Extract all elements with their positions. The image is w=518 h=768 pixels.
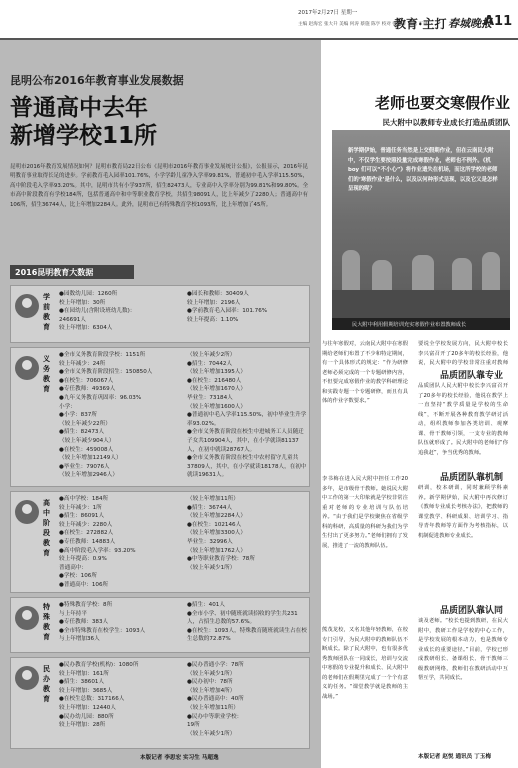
right-col-a-para3: 熊茂龙校，又名其他年轻教师，在校专门引导，为民大附中的教师队伍不断成长。除了民大附中，也有很多优秀教师团队在一同成长，培训与交流中寒假的专业提升和成长、民大附中的老师们在假期里完成了一个个有意义的任务。“课堂教学就是教师的主战场。” xyxy=(322,627,408,700)
block-stats-col1: ●园数幼儿园：1260所 校上年增加：30所 ●在园幼儿(含附设班幼儿数)： 246691人 较上年增加：6304人 xyxy=(59,291,136,332)
child-avatar-icon xyxy=(15,294,39,318)
page-header xyxy=(0,0,518,40)
block-stats-col1: ●全市义务教育阶段学校：1151所 较上年减少：24所 ●全市义务教育阶段招生：150850人 ●在校生：706067人 ●专任教师：49369人 ●九年义务教育巩固率：96.03% 小学： ●小学：837所 （较上年减少22所） ●招生：82473人 （较上年减少904人） ●在校生：459008人 （较上年增加12149人） ●毕业生：79076人 （较上年增加2946人） xyxy=(59,352,153,479)
page-number: A11 xyxy=(484,14,513,29)
block-stats-col2: （较上年减少2所） ●招生：70442人 （较上年增加1395人） ●在校生：216480人 （较上年增加1670人） 毕业生：73184人 （较上年增加1600人） ●普通初中毛入学率115.50%，初中毕业生升学率93.02%。 ●全市义务教育阶段在校生中进城务工人员随迁子女共109904人，其中，在小学就读81137人，在初中就读28767人。 ●全市义务教育阶段在校生中农村留守儿童共37809人，其中，在小学就读18178人，在初中就读19631人。 xyxy=(187,352,307,479)
right-col-b-para1: 要说全学校发展方向，民大附中校长李兴富召开了20多年的校长经验，他说，民大附中的学校非常注重对教师 xyxy=(418,341,508,366)
right-title: 老师也要交寒假作业 xyxy=(374,94,510,112)
student-avatar-icon xyxy=(15,356,39,380)
block-stats-col1: ●高中学校：184所 较上年减少：1所 ●招生：86091人 较上年减少：2280人 ●在校生：272882人 ●专任教师：14883人 ●高中阶段毛入学率：93.20% 较上年提高：0.9% 普通高中： ●学校：106所 ●普通高中：106所 xyxy=(59,496,136,588)
left-intro-text: 昆明市2016年教育发展情况如何？昆明市教育局22日公布《昆明市2016年教育事业发展统计公报》，公报显示，2016年昆明教育事业取得长足的进步。学前教育毛入园率101.76%，小学学龄儿童净入学率99.81%，普通初中毛入学率115.50%，高中阶段毛入学率93.20%。其中，昆明市共有小学937所，招生82473人，专业高中入学率分别为99.81%和99.80%。全市高中阶段教育有学校184所，包括普通高中和中等职业教育学校，共招生98091人，比上年减少了2280人；普通高中有106所，招生36744人，比上年增加2284人。此外，昆明市已有特殊教育学校1093所，比上年增加了45所。 xyxy=(10,164,308,208)
right-col-a-para1: 与往年寒假对，云南民大附中在寒假期给老师们布置了不少和特定期间，有一个具体形式的规定：“作为研修老师必须完成的一个专题研修内容，不但要完成寒假作业的教学科研理论和实践专题一个专题研修，而且有具体的作业字数要求。” xyxy=(322,341,408,404)
photo-figure xyxy=(452,258,472,290)
block-category: 民办教育 xyxy=(43,665,50,703)
subhead-professional: 品质团队靠专业 xyxy=(440,371,504,381)
stats-block-special xyxy=(10,597,310,653)
student-avatar-icon xyxy=(15,666,39,690)
right-col-b-para2: 品质团队人民大附中校长李兴富召开了20多年的校长经验，他说在教学上一直坚持“教学质量是学校的生命线”，不断开展各种教育教学研讨活动，组织教师参加各类培训、观摩课、骨干教师引领，一支专业的教师队伍就形成了。民大附中的老师们“你追我赶”，争当优秀的教师。 xyxy=(418,383,508,456)
editors-line: 主编 赵海宏 张大升 美编 何涛 蔡施 陈亨 校对 张丽萍 邓鹏 丁越 xyxy=(298,22,428,27)
dateline: 2017年2月27日 星期一 xyxy=(298,10,358,16)
right-headline xyxy=(332,92,510,128)
student-avatar-icon xyxy=(15,606,39,630)
photo-figure xyxy=(342,250,360,290)
left-subtitle: 昆明公布2016年教育事业发展数据 xyxy=(10,74,184,87)
data-section-bar: 2016昆明教育大数据 xyxy=(10,265,134,279)
stats-block-preschool xyxy=(10,285,310,343)
stats-block-compulsory xyxy=(10,347,310,487)
subhead-identity: 品质团队靠认同 xyxy=(440,606,504,616)
photo-figure xyxy=(372,260,392,290)
right-subtitle: 民大附中以教师专业成长打造品质团队 xyxy=(382,118,510,127)
left-title-line2: 新增学校11所 xyxy=(10,123,158,149)
left-credits: 本版记者 李思宏 实习生 马超逸 xyxy=(140,755,219,761)
section-name: 教育·主打 xyxy=(394,17,447,31)
block-category: 高中阶段教育 xyxy=(43,499,50,557)
subhead-mechanism: 品质团队靠机制 xyxy=(440,473,504,483)
right-intro-text: 新学期伊始，普通任务当然是上交假期作业，但在云南民大附中，不仅学生要按照投量完成寒假作业，老师也不例外。《机 boy 们可以“不小心”》将作业遗失在机场，而这所学校的老师们的‘寒假作业’是什么，以及以何种形式呈现，以及它又是怎样呈现的呢？ xyxy=(348,148,498,193)
student-avatar-icon xyxy=(15,500,39,524)
block-category: 特殊教育 xyxy=(43,603,50,641)
block-stats-col2: ●民办普通小学：78所 （较上年减少1所） ●民办初中：78所 （较上年增加4所） ●民办普通高中：40所 （较上年增加11所） ●民办中等职业学校： 19所 （较上年减少1所） xyxy=(187,662,244,737)
block-stats-col1: ●特殊教育学校：8所 与上年持平 ●专任教师：383人 ●全市特殊教育在校学生：1093人 与上年增加36人 xyxy=(59,602,146,643)
right-col-b-para4: 谈及老师。“校长也提到教研，在民大附中，教研工作是学校的中心工作，是学校发展的根本动力，也是教师专业成长的重要途径。”目前，学校已形成教研组长、备课组长、骨干教师三级教研网络，教师们在教研活动中互帮互学，共同成长。 xyxy=(418,618,508,681)
stats-block-highschool xyxy=(10,491,310,593)
block-stats-col2: ●招生：401人 ●全市小学、初中随班就读招收的学生共231人，占招生总数的57.6%。 ●在校生：1093人，特殊教育随班就读生占在校生总数的72.87% xyxy=(187,602,307,643)
left-title-line1: 普通高中去年 xyxy=(10,95,148,121)
newspaper-logo: 春城晚报 xyxy=(448,17,492,30)
right-credits: 本版记者 赵悦 通讯员 丁玉梅 xyxy=(418,754,491,760)
block-stats-col2: ●园长和教师：30409人 较上年增加：2196人 ●学前教育毛入园率：101.76% 较上年提高：1.10% xyxy=(187,291,268,323)
block-category: 学前教育 xyxy=(43,293,50,331)
stats-block-private xyxy=(10,657,310,749)
photo-caption: 民大附中利用假期培训充实寒假作业布置教师成长 xyxy=(332,318,510,330)
block-category: 义务教育 xyxy=(43,355,50,393)
right-col-b-para3: 研训，校本研训，同时兼顾学科素养。新学期伊始，民大附中再次修订《教师专业成长考核办法》，把教师的课堂教学、科研成果、培训学习、指导青年教师等方面作为考核指标，以机制促进教师专业成长。 xyxy=(418,485,508,539)
block-stats-col1: ●民办教育学校(机构)：1080所 较上年增加：161所 ●招生：38601人 较上年增加：3685人 ●在校生总数：317166人 较上年增加：12440人 ●民办幼儿园：880所 较上年增加：28所 xyxy=(59,662,139,729)
right-col-a-para2: 李书梅在进入民大附中担任工作20多年，是市级骨干教师。她说民大附中工作的第一大印象就是学校非常注重对老师的专业培训与队伍培养。“由于我们是学校聚焦在省级学科的科研，高质量的科研为我们为学生付出了更多努力。”老师们拥有了发展，推进了一流的教师队伍。 xyxy=(322,476,408,549)
left-headline xyxy=(10,72,310,150)
photo-figure xyxy=(412,255,434,290)
photo-figure xyxy=(482,252,500,290)
block-stats-col2: （较上年增加11所） ●招生：36744人 （较上年增加2284人） ●在校生：102146人 （较上年增加3300人） 毕业生：32996人 （较上年增加1762人） ●中等职业教育学校：78所 （较上年减少1所） xyxy=(187,496,255,571)
